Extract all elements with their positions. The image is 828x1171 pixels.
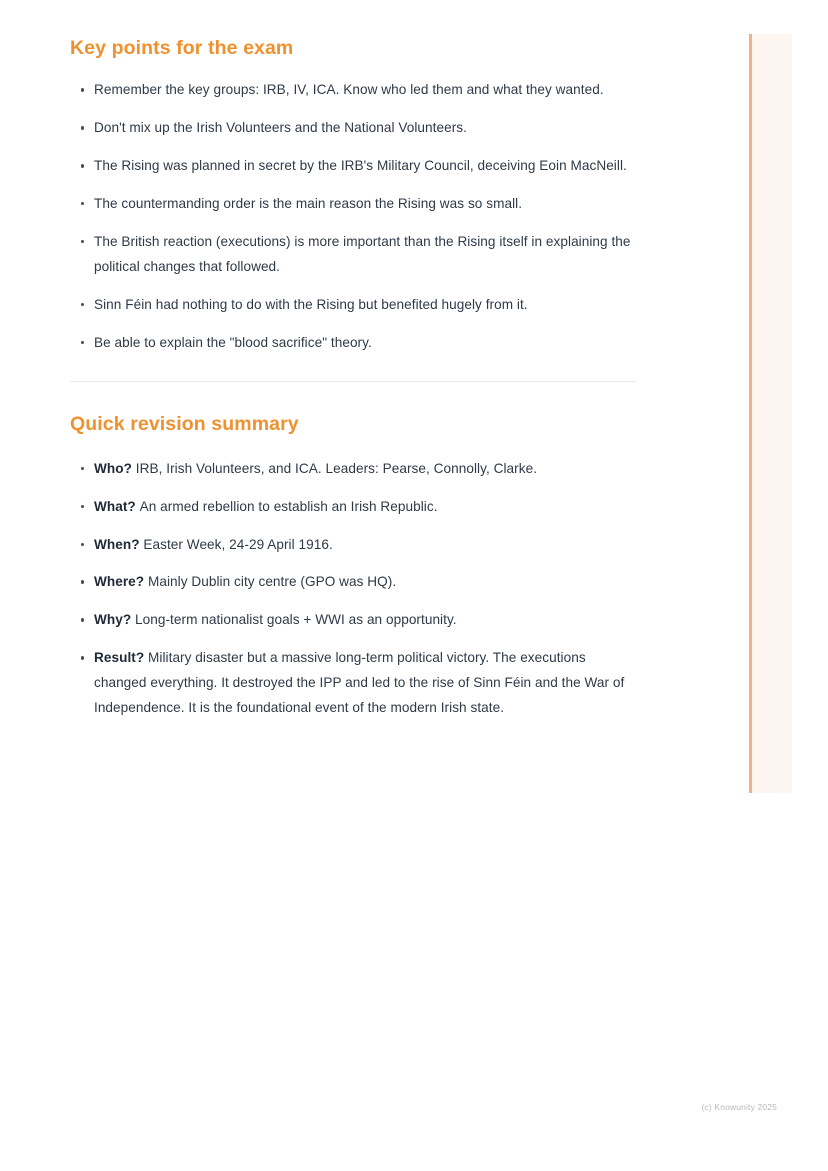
list-item-lead: When? [94, 536, 144, 552]
list-item [70, 293, 636, 318]
list-item-text: An armed rebellion to establish an Irish Republic. [139, 498, 438, 514]
list-item-text: IRB, Irish Volunteers, and ICA. Leaders: Pearse, Connolly, Clarke. [135, 460, 538, 476]
list-item-text: Mainly Dublin city centre (GPO was HQ). [147, 574, 397, 590]
list-item [70, 331, 636, 356]
list-item [70, 646, 636, 721]
document-content [70, 36, 636, 721]
list-item [70, 116, 636, 141]
page-footer: (c) Knowunity 2025 [701, 1102, 777, 1112]
section-quick-revision-summary [70, 412, 636, 720]
list-item [70, 495, 636, 520]
list-item-text: Remember the key groups: IRB, IV, ICA. Know who led them and what they wanted. [94, 82, 604, 98]
list-item-text: Be able to explain the "blood sacrifice" theory. [94, 334, 372, 350]
list-item [70, 192, 636, 217]
right-accent-panel [749, 34, 792, 793]
section-key-points [70, 36, 636, 355]
list-item-lead: Who? [94, 460, 136, 476]
list-item-text: Don't mix up the Irish Volunteers and the National Volunteers. [94, 120, 467, 136]
list-item [70, 570, 636, 595]
list-item-lead: Result? [94, 650, 149, 666]
list-item-lead: Where? [94, 574, 148, 590]
list-item-text: The Rising was planned in secret by the IRB's Military Council, deceiving Eoin MacNeill. [94, 158, 627, 174]
section-title-key-points: Key points for the exam [70, 37, 294, 59]
list-item [70, 78, 636, 103]
list-item [70, 608, 636, 633]
list-item [70, 457, 636, 482]
list-item-text: Long-term nationalist goals + WWI as an opportunity. [135, 612, 457, 628]
list-item-lead: Why? [94, 612, 136, 628]
list-item [70, 154, 636, 179]
section-divider [70, 381, 636, 382]
list-item-text: Easter Week, 24-29 April 1916. [143, 536, 333, 552]
list-item [70, 230, 636, 280]
key-points-list [70, 78, 636, 355]
quick-revision-list [70, 457, 636, 721]
list-item-text: Sinn Féin had nothing to do with the Rising but benefited hugely from it. [94, 296, 528, 312]
list-item-lead: What? [94, 498, 140, 514]
list-item [70, 533, 636, 558]
list-item-text: The countermanding order is the main reason the Rising was so small. [94, 196, 523, 211]
section-title-quick-revision-summary: Quick revision summary [70, 413, 299, 436]
list-item-text: The British reaction (executions) is more important than the Rising itself in explaining the political changes that followed. [94, 233, 631, 274]
list-item-text: Military disaster but a massive long-term political victory. The executions changed everything. It destroyed the IPP and led to the rise of Sinn Féin and the War of Independence. It is the foundational event of the modern Irish state. [94, 650, 625, 715]
